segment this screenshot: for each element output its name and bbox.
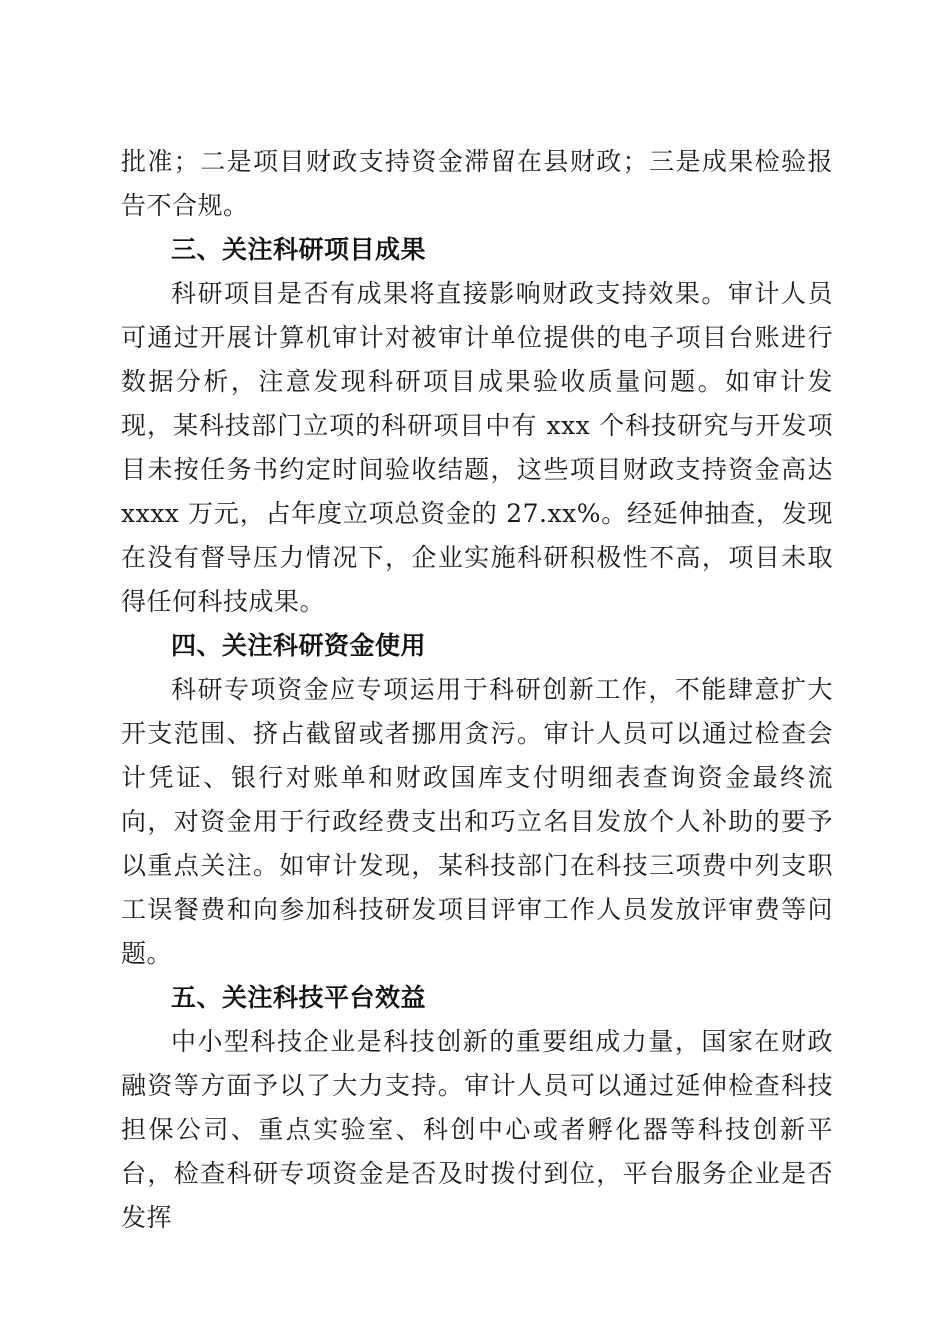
section-heading-5: 五、关注科技平台效益	[171, 983, 427, 1012]
section-heading-3: 三、关注科研项目成果	[171, 235, 427, 264]
section-heading-4: 四、关注科研资金使用	[171, 631, 427, 660]
document-body	[121, 140, 833, 1240]
paragraph-section-4: 科研专项资金应专项运用于科研创新工作，不能肆意扩大开支范围、挤占截留或者挪用贪污。审计人员可以通过检查会计凭证、银行对账单和财政国库支付明细表查询资金最终流向，对资金用于行政经费支出和巧立名目发放个人补助的要予以重点关注。如审计发现，某科技部门在科技三项费中列支职工误餐费和向参加科技研发项目评审工作人员发放评审费等问题。	[121, 675, 833, 968]
paragraph-section-5: 中小型科技企业是科技创新的重要组成力量，国家在财政融资等方面予以了大力支持。审计人员可以通过延伸检查科技担保公司、重点实验室、科创中心或者孵化器等科技创新平台，检查科研专项资金是否及时拨付到位，平台服务企业是否发挥	[121, 1027, 833, 1232]
paragraph-continuation: 批准；二是项目财政支持资金滞留在县财政；三是成果检验报告不合规。	[121, 147, 833, 220]
paragraph-section-3: 科研项目是否有成果将直接影响财政支持效果。审计人员可通过开展计算机审计对被审计单位提供的电子项目台账进行数据分析，注意发现科研项目成果验收质量问题。如审计发现，某科技部门立项的科研项目中有 xxx 个科技研究与开发项目未按任务书约定时间验收结题，这些项目财政支持资金高达 xxxx 万元，占年度立项总资金的 27.xx%。经延伸抽查，发现在没有督导压力情况下，企业实施科研积极性不高，项目未取得任何科技成果。	[121, 279, 833, 616]
